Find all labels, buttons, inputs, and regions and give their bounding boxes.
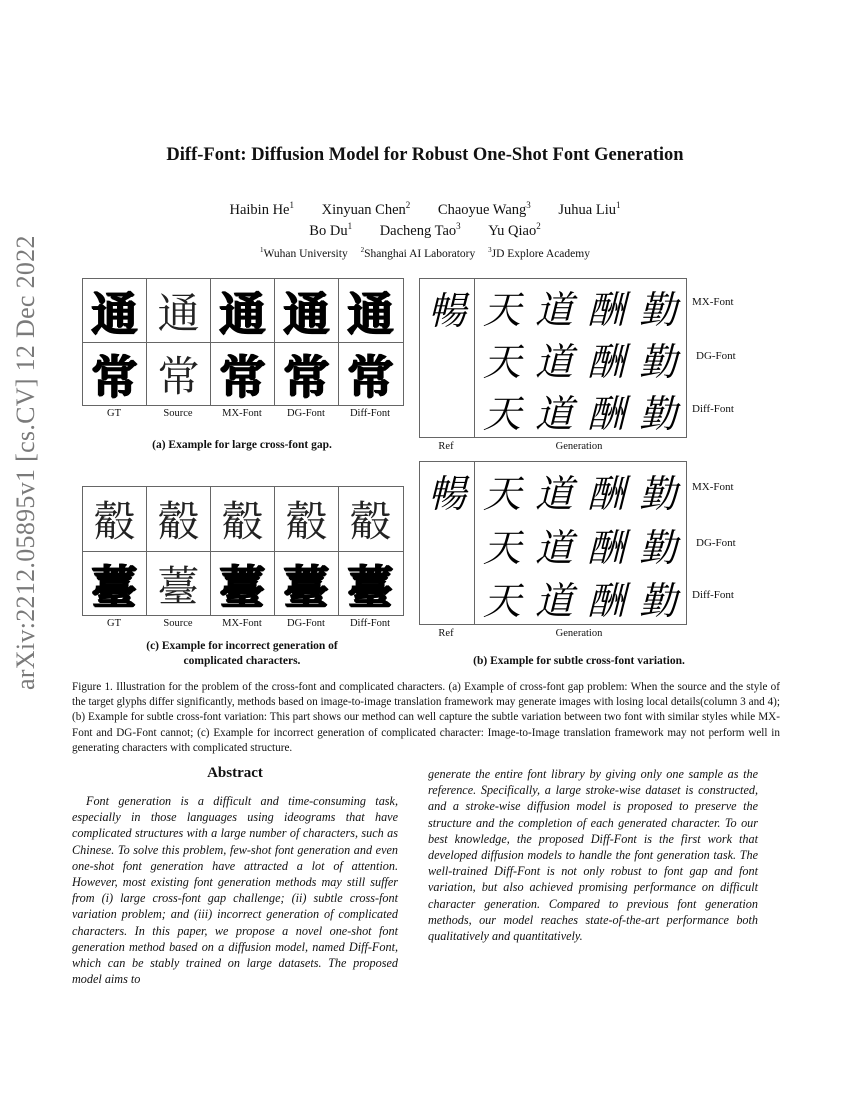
column-label: DG-Font: [287, 618, 325, 629]
glyph-cell: 勤: [638, 578, 677, 623]
affiliation: $^1$Wuhan University: [260, 246, 348, 260]
abstract-right-column: generate the entire font library by giving only one sample as the reference. Specifically, a large stroke-wise dataset is constructed, and a stroke-wise diffusion model is proposed to preserve the structure and the completion of each generated character. To our best knowledge, the proposed Diff-Font is the first work that developed diffusion models to handle the font generation task. The well-trained Diff-Font is not only robust to font gap and font variation, but also achieved promising performance on difficult character generation. Compared to previous font generation methods, our model reaches state-of-the-art performance both qualitatively and quantitatively.: [428, 767, 758, 944]
glyph-cell: 薹: [219, 559, 266, 614]
panel-b-top-grid: [419, 278, 687, 438]
panel-b-bottom-grid: [419, 461, 687, 625]
column-label: Ref: [438, 628, 454, 639]
column-label: Diff-Font: [349, 408, 391, 419]
column-label: Source: [163, 408, 193, 419]
glyph-cell: 常: [283, 350, 330, 404]
affiliation: $^3$JD Explore Academy: [488, 246, 590, 260]
author: Xinyuan Chen$^2$: [321, 200, 411, 218]
row-label: DG-Font: [696, 350, 736, 362]
glyph-cell: 酬: [586, 391, 625, 436]
glyph-cell: 道: [534, 391, 573, 436]
glyph-cell: 通: [283, 286, 330, 341]
glyph-cell: 勤: [638, 525, 677, 570]
column-label: Generation: [555, 628, 603, 639]
glyph-cell: 天: [482, 287, 521, 332]
glyph-cell: 常: [347, 350, 394, 404]
glyph-cell: 觳: [221, 497, 264, 546]
row-label: MX-Font: [692, 296, 734, 308]
author: Yu Qiao$^2$: [488, 221, 541, 239]
glyph-cell: 天: [482, 339, 521, 384]
glyph-cell: 酬: [586, 471, 625, 516]
row-label: MX-Font: [692, 481, 734, 493]
authors-row-1: [0, 200, 850, 219]
glyph-cell: 通: [157, 288, 200, 338]
glyph-cell: 天: [482, 471, 521, 516]
glyph-cell: 酬: [586, 339, 625, 384]
panel-a-caption: (a) Example for large cross-font gap.: [152, 439, 332, 451]
reference-glyph: 暢: [427, 471, 466, 516]
author: Chaoyue Wang$^3$: [437, 200, 531, 218]
glyph-cell: 天: [482, 391, 521, 436]
column-label: GT: [107, 408, 121, 419]
author: Juhua Liu$^1$: [558, 200, 621, 218]
column-label: Source: [163, 618, 193, 629]
column-label: Generation: [555, 441, 603, 452]
glyph-cell: 觳: [285, 497, 328, 546]
row-label: Diff-Font: [692, 403, 734, 415]
glyph-cell: 薹: [283, 559, 330, 614]
glyph-cell: 天: [482, 525, 521, 570]
paper-title: Diff-Font: Diffusion Model for Robust One-Shot Font Generation: [166, 145, 684, 165]
glyph-cell: 酬: [586, 287, 625, 332]
glyph-cell: 通: [219, 286, 266, 341]
abstract-left-column: Font generation is a difficult and time-consuming task, especially in those languages using ideograms that have complicated structures with a large number of characters, such as Chinese. To solve this problem, few-shot font generation and even one-shot font generation have attracted a lot of attention. However, most existing font generation methods may still suffer from (i) large cross-font gap challenge; (ii) subtle cross-font variation problem; and (iii) incorrect generation of complicated characters. In this paper, we propose a novel one-shot font generation method based on a diffusion model, named Diff-Font, which can be stably trained on large datasets. The proposed model aims to: [72, 794, 398, 987]
column-label: Ref: [438, 441, 454, 452]
row-label: DG-Font: [696, 537, 736, 549]
reference-glyph: 暢: [427, 288, 466, 333]
glyph-cell: 酬: [586, 525, 625, 570]
glyph-cell: 觳: [93, 497, 136, 546]
column-label: MX-Font: [222, 408, 262, 419]
glyph-cell: 常: [157, 352, 200, 401]
glyph-cell: 薹: [157, 561, 200, 611]
glyph-cell: 勤: [638, 471, 677, 516]
glyph-cell: 薹: [91, 559, 138, 614]
glyph-cell: 勤: [638, 391, 677, 436]
affiliation: $^2$Shanghai AI Laboratory: [360, 246, 476, 260]
glyph-cell: 觳: [349, 497, 392, 546]
author: Bo Du$^1$: [309, 221, 353, 239]
figure-caption: Figure 1. Illustration for the problem of the cross-font and complicated characters. (a) Example of cross-font gap problem: When the source and the style of the target glyphs differ significantly, methods based on image-to-image translation framework may generate images with losing local details(column 3 and 4); (b) Example for subtle cross-font variation: This part shows our method can well capture the subtle variation between two font with similar styles while MX-Font and DG-Font cannot; (c) Example for incorrect generation of complicated character: Image-to-Image translation framework may not perform well in generating characters with complicated structure.: [72, 681, 780, 754]
glyph-cell: 通: [91, 286, 138, 341]
glyph-cell: 常: [219, 350, 266, 404]
glyph-cell: 道: [534, 525, 573, 570]
authors-row-2: [0, 221, 850, 240]
glyph-cell: 通: [347, 286, 394, 341]
abstract-heading: Abstract: [207, 765, 263, 781]
panel-b-caption: (b) Example for subtle cross-font variation.: [473, 655, 685, 667]
glyph-cell: 道: [534, 471, 573, 516]
author: Dacheng Tao$^3$: [379, 221, 461, 239]
glyph-cell: 勤: [638, 339, 677, 384]
affiliations: [0, 246, 850, 260]
panel-c-grid: [82, 486, 404, 616]
glyph-cell: 道: [534, 339, 573, 384]
glyph-cell: 觳: [157, 497, 200, 546]
panel-a-grid: [82, 278, 404, 406]
glyph-cell: 道: [534, 578, 573, 623]
arxiv-identifier: arXiv:2212.05895v1 [cs.CV] 12 Dec 2022: [11, 235, 40, 690]
glyph-cell: 薹: [347, 559, 394, 614]
glyph-cell: 勤: [638, 287, 677, 332]
column-label: MX-Font: [222, 618, 262, 629]
glyph-cell: 道: [534, 287, 573, 332]
glyph-cell: 天: [482, 578, 521, 623]
column-label: DG-Font: [287, 408, 325, 419]
glyph-cell: 常: [91, 350, 138, 404]
author: Haibin He$^1$: [229, 200, 294, 218]
glyph-cell: 酬: [586, 578, 625, 623]
column-label: Diff-Font: [349, 618, 391, 629]
column-label: GT: [107, 618, 121, 629]
panel-c-caption: (c) Example for incorrect generation of complicated characters.: [146, 640, 338, 667]
row-label: Diff-Font: [692, 589, 734, 601]
